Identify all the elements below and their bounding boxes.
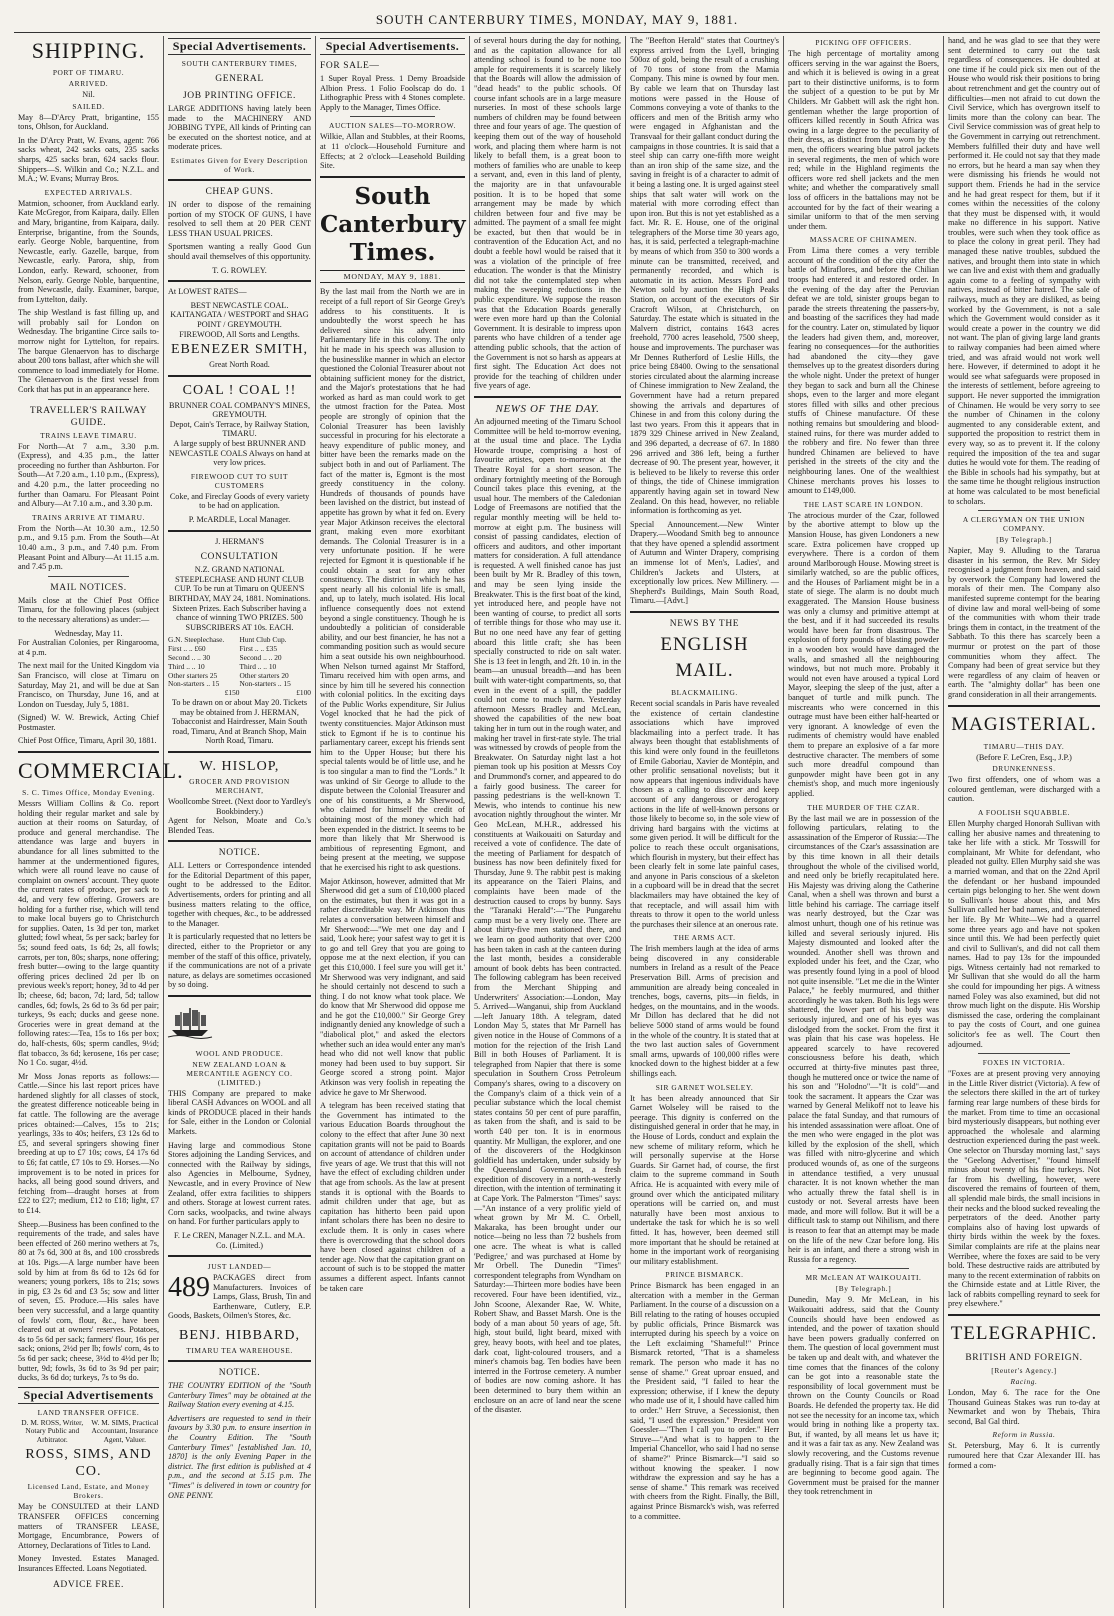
mail-text-3: The next mail for the United Kingdom via San Francisco, will close at Timaru on Saturday, May 21, and will be due at San Francisco, on Thursday, June 16, and at London on Tuesday, July 5, 1881.	[18, 661, 159, 709]
hibbard-name: BENJ. HIBBARD,	[179, 1328, 300, 1344]
special-ads-heading: Special Advertisements	[18, 1387, 159, 1404]
prize-cell: £100	[296, 688, 311, 698]
smith-rates: At LOWEST RATES—	[168, 287, 247, 297]
nameplate: South Canterbury Times.	[320, 182, 466, 266]
ross-right: W. M. SIMS, Practical Accountant, Insurance Agent, Valuer.	[91, 1417, 159, 1444]
wool-text-2: Having large and commodious Stone Stores adjoining the Landing Services, and connected with the Railway by sidings, also Agencies in Melbourne, Sydney, Newcastle, and in every Province of New Zealand, offer extra facilities to shippers and others. Storage at lowest current rates. Corn sacks, woolpacks, and twine always on hand. For further particulars apply to	[168, 1140, 311, 1227]
sct-text: LARGE ADDITIONS having lately been made to the MACHINERY AND JOBBING TYPE, All kinds of Printing can be executed on the shortest notice, and at moderate prices.	[168, 104, 311, 152]
commercial-text-3: Sheep.—Business has been confined to the requirements of the trade, and sales have been effected of 260 merino wethers at 7s, 80 at 7s 6d, 300 at 8s, and 100 crossbreds at 10s. Pigs.—A large number have been sold by him at from 8s 6d to 12s 6d for weaners; young porkers, 18s to 21s; sows in pig, £3 2s 6d and £3 5s; sow and litter of seven, £5. Produce.—His sales have been very successful, and a large quantity of fowls' corn, flour, &c., have been cleared out at owners' reserves. Potatoes, 4s to 5s 6d per sack; farmers' flour, 16s per sack; onions, 2½d per lb; fowls' corn, 4s to 5s 6d per sack; cheese, 3½d to 4½d per lb; butter, 9d; fowls, 3s 6d to 3s 9d per pair; ducks, 3s 6d do; turkeys, 7s to 9s do.	[18, 1219, 159, 1383]
col5-text: The "Beefton Herald" states that Courtney's express arrived from the Lyell, bringing 500oz of gold, being the result of a crushing of 70 tons of stone from the Mamia Company. This mine is owned by four men. By cable we learn that on Thursday last motions were passed in the House of Commons conveying a vote of thanks to the officers and men of the British army who were engaged in Afghanistan and the Transvaal for their gallant conduct during the campaigns in those countries. It is said that a steel ship can carry one-fifth more weight than an iron ship of the same size, and the saving in freight is of a character to admit of it being a lasting one. It is urged against steel ships that salt water will work on the material with more corroding effect than upon iron. But this is not yet established as a fact. Mr. R. E. House, one of the original telegraphers of the Morse time 30 years ago, has, it is said, perfected a telegraph-machine by means of which from 350 to 300 words a minute can be transmitted, received, and permanently recorded, and which is automatic in its action. Messrs Ford and Newton sold by auction the High Peaks Station, on account of the executors of Sir Cracroft Wilson, at Christchurch, on Saturday. The estate which is situated in the Malvern district, contains 1643 acres freehold, 7700 acres leasehold, 7500 sheep, house and improvements. The purchaser was Mr Dennes Rutherford of Leslie Hills, the price being £8400. Owing to the sensational stories circulated about the alarming increase of Chinese immigration to New Zealand, the Government have had a return prepared showing the arrivals and departures of Chinese in and from this colony during the last two years. From this it appears that in 1879 329 Chinese arrived in New Zealand, and 396 departed, a decrease of 67. In 1880 296 arrived and 386 left, being a further decrease of 90. The present year, however, it is believed to be likely to reverse this order of things, the tide of Chinese immigration apparently having again set in toward New Zealand. On this head, however, no reliable information is forthcoming as yet.	[630, 36, 779, 516]
pick-heading: PICKING OFF OFFICERS.	[815, 38, 912, 47]
column-5	[626, 36, 784, 1608]
divider	[168, 280, 311, 282]
smith-name: EBENEZER SMITH,	[170, 342, 309, 358]
divider	[168, 179, 311, 181]
notice-text-2: It is particularly requested that no letters be directed, either to the Proprietor or any member of the staff of this office, privately, if the communications are not of a private nature, as delays are sometimes occasioned by so doing.	[168, 932, 311, 990]
mail-date: Wednesday, May 11.	[54, 628, 123, 638]
guns-text-2: Sportsmen wanting a really Good Gun should avail themselves of this opportunity.	[168, 242, 311, 261]
prize-cell: Other starters 20	[239, 670, 289, 680]
prize-cell: Other starters 25	[168, 670, 218, 680]
hibbard-address: TIMARU TEA WAREHOUSE.	[186, 1346, 293, 1356]
column-2	[164, 36, 316, 1608]
mail-text-2: For Australian Colonies, per Ringarooma, at 4 p.m.	[18, 638, 159, 657]
hislop-name: W. HISLOP,	[199, 758, 280, 774]
sct-office: JOB PRINTING OFFICE.	[182, 91, 297, 101]
drunkenness-heading: DRUNKENNESS.	[992, 764, 1056, 774]
hislop-address: Woollcombe Street. (Next door to Yardley's Bookbindery.)	[168, 796, 311, 816]
notice-heading: NOTICE.	[218, 848, 261, 859]
sct-estimates: Estimates Given for Every Description of Work.	[170, 155, 309, 174]
sailed-heading: SAILED.	[72, 101, 105, 111]
country-notice-text: THE COUNTRY EDITION of the "South Canterbury Times" may be obtained at the Railway Station every evening at 4.15.	[168, 1381, 311, 1410]
prize-cell: Second .. .. 20	[239, 652, 282, 662]
divider	[48, 576, 129, 577]
mail-signature: (Signed) W. W. Brewick, Acting Chief Postmaster.	[18, 713, 159, 732]
guns-heading: CHEAP GUNS.	[205, 186, 274, 197]
landed-heading: JUST LANDED—	[207, 1262, 272, 1272]
hislop-agent: Agent for Nelson, Moate and Co.'s Blended Teas.	[168, 816, 311, 835]
sailed-text: May 8—D'Arcy Pratt, brigantine, 155 tons, Ohlson, for Auckland.	[18, 112, 159, 132]
prize-cell: Non-starters .. 15	[168, 679, 220, 689]
divider	[168, 840, 311, 842]
divider	[168, 1255, 311, 1257]
ross-left: D. M. ROSS, Writer, Notary Public and Arbitrator.	[21, 1417, 84, 1444]
foxes-text: "Foxes are at present proving very annoying in the Little River district (Victoria). A few of the selectors there skilled in the art of turkey farming rear large numbers of these birds for the market. From time to time an occasional bird mysteriously disappears, but nothing ever approached the wholesale and alarming destruction experienced during the past week. One selector on Thursday morning last," says the "Geelong Advertiser," "found himself minus about twenty of his fine turkeys. Not far from his dwelling, however, were discovered the remains of fourteen of them, all splendid male birds, the small incisions in their necks and the blood sucked revealing the perpetrators of the deed. Another party complains also of having lost upwards of thirty birds within the week by the foxes. Similar complaints are rife at the plains near Werribee, where the foxes are said to be very bold. These destructive raids are attributed by many to the recent extermination of rabbits on the Chirnside estate and at Little River, the lack of rabbits compelling reynard to seek for prey elsewhere."	[948, 1069, 1100, 1309]
leader-text: By the last mail from the North we are in receipt of a full report of Sir George Grey's address to his constituents. It is undoubtedly the worst speech he has delivered since his advent into Parliamentary life in this colony. The only hit he made in his speech was allusion to the businesslike manner in which an elector questioned the Colonial Treasurer about not obtaining sufficient money for the district, and the Major's protestations that he had worked as hard as man could work to get the utmost fraction for the Patea. Most people are strongly of opinion that the Colonial Treasurer has been lavishly successful in procuring for his electorate a heavy expenditure of public money, and bitter have been the remarks made on the subject both in and out of Parliament. The fact of the matter is, Egmont is the most greedy constituency in the colony. Hundreds of thousands of pounds have been lavished on the district, but instead of appetite has grown by what it fed on. Every year Major Atkinson receives the electoral grant, making even more exorbitant demands. The Colonial Treasurer is in a very unfortunate position. If he were rejected for Egmont it is questionable if he could obtain a seat for any other constituency. The district in which he has spent nearly all his colonial life is small, and, up to lately, much isolated. His local influence consequently does not extend beyond a single constituency. Though he is undoubtedly a politician of considerable ability, and our best financier, he has not a commanding position such as would secure him a seat outside his own neighbourhood. When Nelson turned against Mr Stafford, Timaru received him with open arms, and since by him till he severed his connection with colonial politics. In the exciting days of the Public Works expenditure, Sir Julius Vogel knocked that he had the pick of twenty constituencies. Major Atkinson must stick to Egmont if he is to continue his parliamentary career, except his friends sent him to the Upper House; but there his special talents would be of little use, and he is too singular a man to find the "Lords." It was unkind of Sir George to allude to the dispute between the Colonial Treasurer and one of his constituents, a Mr Sherwood, who claimed for himself the credit of obtaining most of the money which had been expended in the district. It seems to be more than likely that Mr Sherwood is ambitious of representing Egmont, and being present at the meeting, we suppose that he exercised his right to ask questions.	[320, 287, 465, 872]
dateline: MONDAY, MAY 9, 1881.	[320, 270, 465, 284]
divider	[978, 510, 1070, 511]
racing-text: London, May 6. The race for the One Thousand Guineas Stakes was run to-day at Newmarket and won by Thebais, Thira second, Bal Gal third.	[948, 1388, 1100, 1426]
special-announcement: Special Announcement.—New Winter Drapery.—Woodand Smith beg to announce that they have opened a splendid assortment of Autumn and Winter Drapery, comprising an immense lot of Men's, Ladies', and Children's Jackets and Ulsters, at exceptionally low prices. New Millinery. —Shepherd's Buildings, Main South Road, Timaru.—[Advt.]	[630, 519, 779, 606]
prize-cell: First .. .. £35	[239, 644, 278, 654]
coal-depot: Depot, Cain's Terrace, by Railway Station, TIMARU.	[169, 419, 310, 439]
coal-signature: P. McARDLE, Local Manager.	[188, 515, 291, 525]
divider	[320, 176, 465, 178]
masthead-rule	[14, 32, 1100, 33]
mail-signature-2: Chief Post Office, Timaru, April 30, 1881.	[18, 736, 157, 746]
prize-cell: Third .. .. 10	[168, 661, 205, 671]
country-notice-text-2: Advertisers are requested to send in their favours by 3.30 p.m. to ensure insertion in the Country Edition. The "South Canterbury Times" [established Jan. 10, 1870] is the only Evening Paper in the district. The first edition is published at 4 p.m., and the second at 5.15 p.m. The "Times" is delivered in town or country for ONE PENNY.	[168, 1413, 311, 1500]
telegram-text: A telegram has been received stating that the Government has intimated to the various Education Boards throughout the colony to the effect that after June 30 next capitation grants will not be paid to Boards on account of attendance of children under five years of age. We trust that this will not have the effect of excluding children under that age from schools. As the law at present stands it is optional with the Boards to admit children under that age, but as capitation has hitherto been paid upon infant scholars there has been no desire to exclude them. It is only in cases where there is overcrowding that the school doors have been closed against children of a tender age. Now that the capitation grant on account of such is to be stopped the matter assumes a different aspect. Infants cannot be taken care	[320, 1101, 465, 1293]
landed-number: 489	[168, 1272, 210, 1304]
sct-head: SOUTH CANTERBURY TIMES,	[181, 59, 298, 68]
massacre-text: From Lima there comes a very terrible account of the condition of the city after the battle of Miraflores, and before the Chilian troops had entered it and restored order. In the evening of the day after the Peruvian defeat we are told, sinister groups began to parade the streets threatening the passers-by, and boasting of the sacrifices they had made for the country. Later on, stimulated by liquor the leaders had given them, and, moreover, fearing no consequences—for the authorities had abandoned the city—they gave themselves up to the greatest disorders during the whole night. Under the pretext of hunger they began to sack and burn all the Chinese shops, even to the larger and more elegant stores filled with silks and other precious stuffs of Chinese manufacture. Of these nothing remains but smouldering and blood-stained ruins, for there was murder added to the robbery and fire. No fewer than three hundred Chinamen are believed to have perished in the streets of the city and the neighbouring lanes. One of the wealthiest Chinese merchants proves his losses to amount to £149,000.	[788, 246, 939, 496]
ross-sims-partners	[18, 1419, 159, 1445]
racing-heading: Racing.	[1010, 1377, 1038, 1387]
leader-continued: of several hours during the day for nothing, and as the capitation allowance for all attending school is found to be none too ample for requirements it is scarcely likely that the Boards will allow the admission of "dead heads" to the public schools. Of course infant schools are in a large measure nurseries. In most of these schools large numbers of children may be found between three and four years of age. The question of keeping them out of the way of household work, and placing them where harm is not likely to befall them, is a great boon to mothers of families who are unable to keep a servant, and, even in this land of plenty, the majority are in that unfavourable position. It is to be hoped that some arrangement may be made by which children between four and five may be admitted. The payment of a small fee might be exacted, but then that would be in contravention of the Education Act, and no doubt a feeble howl would be raised that it was a violation of the principle of free education. The wonder is that the Ministry did not take the contemplated step when making the sweeping reductions in the public expenditure. We suppose the reason was that the Education Boards generally were even more hard up than the Colonial Government. It is desirable to impress upon parents who have children of a tender age attending public schools, that the action of the Government is not so harsh as appears at first sight. The Education Act does not provide for the teaching of children under five years of age.	[474, 36, 621, 391]
magisterial-heading: MAGISTERIAL.	[951, 713, 1097, 735]
divider	[948, 1314, 1100, 1316]
divider	[818, 1268, 909, 1269]
divider	[978, 1053, 1070, 1054]
consult-heading: CONSULTATION	[200, 552, 279, 563]
divider	[168, 995, 311, 997]
commercial-text: Messrs William Collins & Co. report holding their regular market and sale by auction at their rooms on Saturday, of produce and general merchandise. The attendance was large and buyers in abundance for all lines submitted to the hammer at the undermentioned figures, which were all round leave no cause of complaint on owners' account. They quote the current rates of produce, per sack to 4d, and very few offering. Growers are holding for a further rise, which will tend to make local buyers go to Christchurch for supplies. Oaten, 1s 3d per ton, market glutted; fowl wheat, 5s per sack; barley for 5s; sound feed oats, 1s 6d; 2s, all fowls; carrots, per ton, 80s; sharps, none offering; fresh butter—owing to the large quantity offering prices declined 2d per lb on previous week's report; honey, 3d to 4d per lb; cheese, 6d; bacon, 7d; lard, 5d; tallow candles, 6d; fowls, 2s 6d to 3s 6d per pair; turkeys, 9s each; ducks and geese none. Groceries were in great demand at the following rates:—Tea, 15s to 16s per box; do, half-chests, 60s; sperm candles, 9½d; flat tobacco, 3s 6d; kerosene, 16s per case; No 1 Co. sugar, 4½d.	[18, 799, 160, 1068]
divider	[168, 751, 311, 753]
ross-advice-free: ADVICE FREE.	[52, 1579, 125, 1590]
bismarck-text: Prince Bismarck has been engaged in an altercation with a member in the German Parliament. In the course of a discussion on a Bill relating to the rating of houses occupied by public officials, Prince Bismarck was interrupted during his speech by a voice on the Left exclaiming "Shameful!" Prince Bismarck retorted, "That is a shameless remark. The person who made it has no sense of shame." Great uproar ensued, and the President said, "I failed to hear the expression; otherwise, if I knew the deputy who made use of it, I should have called him to order." Herr Struve, a Secessionist, then said, "I used the expression." President von Goessler—"Then I call you to order." Herr Struve—"And what is to happen to the Imperial Chancellor, who said I had no sense of shame?" Prince Bismarck—"I said so without knowing the speaker. I now withdraw the expression and say he has a sense of shame." This remark was received with cheers from the Right. Finally, the Bill, against Prince Bismarck's wish, was referred to a committee.	[630, 1281, 779, 1521]
divider	[948, 705, 1100, 707]
ross-firm: ROSS, SIMS, AND CO.	[25, 1447, 152, 1480]
czar-heading: THE MURDER OF THE CZAR.	[807, 802, 920, 812]
exports-text: In the D'Arcy Pratt, W. Evans, agent: 766 sacks wheat, 242 sacks oats, 235 sacks sharps, 425 sacks bran, 624 sacks flour. Shippers—S. Wilkin and Co.; N.Z.L. and M.A.; W. Evans; Murray Bros.	[18, 135, 159, 184]
landed-text: PACKAGES direct from Manufacturers. Invoices of Lamps, Glass, Brush, Tin and Earthenware, Cutlery, E.P. Goods, Baskets, Oilmen's Stores, &c.	[168, 1273, 311, 1321]
port-heading: PORT OF TIMARU.	[52, 68, 125, 77]
arrived-text: Nil.	[82, 90, 95, 99]
drunkenness-text: Two first offenders, one of whom was a coloured gentleman, were discharged with a caution.	[948, 775, 1100, 804]
trains-leave-text: For North—At 7 a.m., 3.30 p.m. (Express), and 4.35 p.m., the latter proceeding no further than Ashburton. For South—At 7.20 a.m., 1.10 p.m., (Express), and 4.20 p.m., the latter proceeding no further than Oamaru. For Pleasant Point and Albury—At 7.10 a.m., and 3.30 p.m.	[18, 441, 159, 509]
czar-text: By the last mail we are in possession of the following particulars, relating to the assassination of the Emperor of Russia:—The circumstances of the Czar's assassination are by this time known in all their details throughout the whole of the civilised world, and need only be briefly recapitulated here. His Majesty was driving along the Catherine Canal, when a shell was thrown and burst a little behind his carriage. The carriage itself was nearly destroyed, but the Czar was almost unhurt, though one of his retinue was killed and several seriously injured. His Majesty dismounted and looked after the wounded. Another shell was thrown and exploded under his feet, and the Czar, who was presently found lying in a pool of blood not quite insensible. "Let me die in the Winter Palace," he feebly murmured, and thither accordingly he was taken. Both his legs were shattered, the lower part of his body was seriously injured, and one of his eyes was dislodged from the socket. From the first it was plain that his case was hopeless. He appeared scarcely to have recovered consciousness before his death, which occurred at thirty-five minutes past three, though he muttered once or twice the name of his son and "Holodno"—"It is cold"—and took the sacrament. It appears the Czar was warned by General Melikoff not to leave his palace the fatal Sunday, and that rumours of his intended assassination were afloat. One of the men who were engaged in the plot was killed by the explosion of the shell, which was filled with nitro-glycerine and which produced wounds of, as one of the surgeons in attendance testified, a very unusual character. It is not known whether the man who actually threw the fatal shell is in custody or not. Several arrests have been made, and more will follow. But it will be a difficult task to stamp out Nihilism, and there is reason to fear that an attempt may be made on the life of the new Czar before long. His heir is an infant, and there a strong wish in Russia for a regency.	[788, 813, 939, 1264]
sct-general: GENERAL	[215, 74, 264, 84]
guns-signature: T. G. ROWLEY.	[212, 265, 267, 275]
columns	[14, 36, 1104, 1608]
divider	[474, 396, 621, 398]
smith-firewood: FIREWOOD, All Sorts and Lengths.	[179, 329, 300, 339]
consult-name: J. HERMAN'S	[215, 536, 264, 546]
auction-text: Wilkie, Allan and Stubbles, at their Rooms, at 11 o'clock—Household Furniture and Effects; at 2 o'clock—Leasehold Building Site.	[320, 132, 465, 171]
wolseley-text: It has been already announced that Sir Garnet Wolseley will be raised to the peerage. This dignity is conferred on the distinguished general in order that he may, in the House of Lords, conduct and explain the new scheme of military reform, which he will personally supervise at the Horse Guards. Sir Garnet had, of course, the first claim to the supreme command in South Africa. He is acquainted with every mile of ground over which the anticipated military operations will be carried on, and must naturally have been most anxious to undertake the task for which he is so well fitted. It has, however, been deemed still more important that he should be retained at home in the important work of reorganising our military establishment.	[630, 1093, 779, 1266]
guns-text: IN order to dispose of the remaining portion of my STOCK OF GUNS, I have resolved to sell them at 20 PER CENT LESS THAN USUAL PRICES.	[168, 199, 311, 238]
special-ads-heading: Special Advertisements.	[320, 38, 465, 55]
news-by-heading: NEWS BY THE	[669, 619, 740, 630]
coal-text: A large supply of best BRUNNER AND NEWCASTLE COALS Always on hand at very low prices.	[168, 439, 311, 468]
prize-cell: Second .. .. 30	[168, 652, 211, 662]
forsale-items: 1 Super Royal Press. 1 Demy Broadside Albion Press. 1 Folio Foolscap do do. 1 Lithographic Press with 4 Stones complete. Apply to the Manager, Times Office.	[320, 74, 465, 112]
news-text: An adjourned meeting of the Timaru School Committee will be held to-morrow evening, at the usual time and place. The Lydia Howarde troupe, comprising a host of favourite artistes, open to-morrow at the Theatre Royal for a short season. The ordinary fortnightly meeting of the Borough Council takes place this evening, at the usual hour. The members of the Caledonian Lodge of Freemasons are notified that the regular monthly meeting will be held to-morrow at eight p.m. The business will consist of passing candidates, election of officers and auditors, and other important matters for consideration. A full attendance is requested. A well finished canoe has just been built by Mr R. Bradley of this town, and may be seen lying inside the Breakwater. This is the first boat of the kind, yet introduced here, and people have not been wanting of course, to predict all sorts of terrible things for those who may use it. But no one need have any fear of getting aboard this little craft; she has been specially constructed to ride on salt water. She is 13 feet in length, and 2ft. 10 in. in the beam—an unusual breadth—and has been built with water-tight compartments, so, that even in the event of a spill, the paddler could not come to much harm. Yesterday afternoon Messrs Bradley and McLean, showed the capabilities of the new boat taking her in turn out in the rough water, and making her travel in first-rate style. The trial was witnessed by crowds of people from the Breakwater. On Saturday night last a hot pieman took up his position at Messrs Coy and Drummond's corner, and appeared to do a fairly good business. The career for passing pedestrians is the well-known T. Mewis, who intends to continue his new avocation nightly throughout the winter. Mr Geo McLean, M.H.R., addressed his constituents at Waikouaiti on Saturday and received a vote of confidence. The date of the meeting of Parliament for despatch of business has now been definitely fixed for Thursday, June 9. The rabbit pest is making its appearance on the Taieri Plains, and complaints have been made of the destruction caused to crops by bunny. Says the "Taranaki Herald":—"The Pungarehu camp must be a very lively one. There are about thirty-five men stationed there, and we learn on good authority that over £200 has been taken in cash at the canteen during the last month, besides a considerable amount of book debts has been contracted. The following cablegram has been received from the Merchant Shipping and Underwriters' Association:—London, May 5. Arrived—Wanganui, ship from Auckland—left January 18th. A telegram, dated London May 5, states that Mr Parnell has given notice in the House of Commons of a motion for the rejection of the Irish Land Bill in both Houses of Parliament. It is telegraphed from Napier that there is some speculation in Southern Cross Petroleum Company's shares, owing to a discovery on the Company's claim of a thick vein of a peculiar substance which the local chemist states contains 50 per cent of pure paraffin, as taken from the shaft, and is said to be worth £40 per ton. It is in enormous quantity. Mr Mulligan, the explorer, and one of the discoverers of the Hodgkinson goldfield has undertaken, under subsidy by the Queensland Government, a fresh expedition of discovery in a north-westerly direction, with the intention of terminating it at Cape York. The Palmerston "Times" says:—"An instance of a very prolific yield of wheat grown by Mr M. C. Orbell, Makaraka, has been brought under our notice—being no less than 72 bushels from one acre. The wheat is what is called 'Pedigree,' and was purchased at Home by Mr Orbell. The Dunedin "Times" correspondent telegraphs from Wyndham on Saturday:—Thirteen more bodies have been recovered. Four have been identified, viz., John Scoone, Alexander Rae, W. White, Robert Shaw, and Basset Marsh. One is the body of a man about 50 years of age, 5ft. high, stout build, light beard, mixed with grey, heavy boots, with heel and toe plates, dark coat, light-coloured trousers, and a miner's chamois bag. Ten bodies have been interred in the Fortrose cemetery. A number of bodies are now coming ashore. It has been determined to bury them within an enclosure on an acre of land near the scene of the disaster.	[474, 416, 621, 1415]
bismarck-heading: PRINCE BISMARCK.	[665, 1270, 744, 1280]
expected-heading: EXPECTED ARRIVALS.	[44, 187, 133, 197]
prize-cell: Non-starters .. 15	[239, 679, 291, 689]
wool-text: THIS Company are prepared to make liberal CASH Advances on WOOL and all kinds of PRODUCE placed in their hands for Sale, either in the London or Colonial Markets.	[168, 1088, 311, 1136]
divider	[168, 530, 311, 532]
arrived-heading: ARRIVED.	[68, 79, 109, 88]
scare-heading: THE LAST SCARE IN LONDON.	[803, 499, 924, 509]
divider	[168, 375, 311, 377]
country-notice-heading: NOTICE.	[218, 1368, 261, 1379]
blackmail-heading: BLACKMAILING.	[671, 688, 738, 698]
notice-text: ALL Letters or Correspondence intended for the Editorial Department of this paper, ought to be addressed to the Editor. Advertisements, orders for printing and all business matters relating to the office, together with cheques, &c., to be addressed to the Manager.	[168, 861, 311, 928]
squabble-heading: A FOOLISH SQUABBLE.	[977, 807, 1071, 817]
massacre-heading: MASSACRE OF CHINAMEN.	[809, 235, 918, 245]
reform-heading: Reform in Russia.	[992, 1430, 1056, 1440]
consult-text-2: To be drawn on or about May 20. Tickets may be obtained from J. HERMAN, Tobacconist and Hairdresser, Main South road, Timaru, And at Branch Shop, Main North Road, Timaru.	[171, 697, 308, 746]
blackmail-text: Recent social scandals in Paris have revealed the existence of certain clandestine associations which have improved blackmailing into a perfect trade. It has always been thought that establishments of this kind were only found in the feuilletons of Emile Gaboriau, Xavier de Montépin, and other prolific sensational novelists; but it now appears that ingenious individuals have chosen as a calling to discover and keep account of any dangerous or derogatory actions in the life of well-known persons or those likely to become so, in the sole view of driving hard bargains with the victims at some given period. It will be difficult for the police to reach these occult organisations, which flourish in mystery, but their effect has been clearly felt in some late painful cases, and anyone in Paris conscious of a skeleton in a cupboard will be in dread that the secret blackmailers may have obtained the key of that receptacle, and will assail him with threats to throw it open to the world unless the purchases their silence at an onerous rate.	[630, 699, 779, 929]
consult-prize-table	[168, 636, 311, 698]
trains-leave-heading: TRAINS LEAVE TIMARU.	[40, 430, 137, 440]
commercial-subheading: S. C. Times Office, Monday Evening.	[22, 788, 155, 798]
commercial-heading: COMMERCIAL.	[18, 758, 184, 784]
timaru-day-heading: TIMARU—THIS DAY.	[983, 741, 1065, 751]
wolseley-heading: SIR GARNET WOLSELEY.	[655, 1082, 754, 1092]
railway-heading: TRAVELLER'S RAILWAY GUIDE.	[29, 405, 148, 428]
hislop-trade: GROCER AND PROVISION MERCHANT,	[189, 776, 290, 795]
mclean-byline: [By Telegraph.]	[835, 1284, 892, 1294]
wool-signature: F. Le CREN, Manager N.Z.L. and M.A. Co. (Limited.)	[173, 1230, 305, 1250]
ship-icon	[168, 1006, 212, 1040]
coal-firewood: FIREWOOD CUT TO SUIT CUSTOMERS	[190, 471, 289, 490]
coal-company: BRUNNER COAL COMPANY'S MINES, GREYMOUTH.	[169, 400, 310, 420]
news-heading: NEWS OF THE DAY.	[495, 402, 600, 415]
leader-text-2: Major Atkinson, however, admitted that Mr Sherwood did get a sum of £10,000 placed on the estimates, but then it was got in a rather discreditable way. Mr Atkinson thus relates a conversation between himself and Mr Sherwood:—"We met one day and I said, 'Look here; your safest way to get it is to go and tell Grey that you are going to oppose me at the next election, if you can get this £10,000. I feel sure you will get it.' Mr Sherwood was very indignant, and said he should certainly not descend to such a thing. I do not know what took place. We do know that Mr Sherwood did oppose me and he got the £10,000." Sir George Grey indignantly denied any knowledge of such a "diabolical plot," and asked the electors whether such an idea would enter any man's head who did not well know that public money had been used to buy support. Sir George scored a strong point. Major Atkinson was very foolish in repeating the advice he gave to Mr Sherwood.	[320, 876, 465, 1097]
divider	[18, 751, 159, 753]
landed-block	[168, 1273, 311, 1321]
reuter-byline: [Reuter's Agency.]	[991, 1366, 1057, 1376]
prize-cell: £150	[224, 688, 240, 698]
shipping-heading: SHIPPING.	[31, 38, 146, 63]
foxes-heading: FOXES IN VICTORIA.	[982, 1058, 1066, 1068]
reform-text: St. Petersburg, May 6. It is currently rumoured here that Czar Alexander III. has formed a com-	[948, 1441, 1100, 1470]
consult-text: N.Z. GRAND NATIONAL STEEPLECHASE AND HUNT CLUB CUP. To be run at Timaru on QUEEN'S BIRTHDAY, MAY 24, 1881. Nominations. Sixteen Prizes. Each Subscriber having a chance of winning TWO PRIZES. 500 SUBSCRIBERS AT 10s. EACH.	[168, 565, 311, 632]
arms-text: The Irish members laugh at the idea of arms being discovered in any considerable numbers in Ireland as a result of the Peace Preservation Bill. Arms of precision and ammunition are already being concealed in trenches, bogs, caverns, pits—in fields, in hedges, on the mountains, and in the woods. Mr Dillon has declared that he did not believe 5000 stand of arms would be found in the whole of the country. It is stated that at the two last auction sales of Government small arms, upwards of 100,000 rifles were knocked down to the highest bidder at a few shillings each.	[630, 944, 779, 1078]
column-1	[14, 36, 184, 1608]
trains-arrive-heading: TRAINS ARRIVE AT TIMARU.	[31, 512, 146, 522]
mail-heading: MAIL NOTICES.	[50, 582, 127, 593]
column-6	[784, 36, 944, 1608]
pick-text: The high percentage of mortality among officers serving in the war against the Boers, and which it is believed is owing in a great part to their distinctive uniforms, is to form the subject of a question to be put by Mr Childers. Mr Gabbett will ask the right hon. gentleman whether the large proportion of officers killed recently in South Africa was owing in a large degree to the peculiarity of their dress, as distinct from that worn by the men, the officers wearing blue patrol jackets in several regiments, the men of which wore red; while in the Highland regiments the officers wore red shell jackets and the men white; and whether the comparatively small loss of officers in the battalions may not be accounted for by the fact of their wearing a similar uniform to that of the men serving under them.	[788, 49, 939, 231]
ross-subheading: Licensed Land, Estate, and Money Brokers.	[27, 1482, 150, 1501]
divider	[48, 399, 129, 400]
telegraphic-heading: TELEGRAPHIC.	[950, 1323, 1098, 1345]
trains-arrive-text: From the North—At 10.30 a.m., 12.50 p.m., and 9.15 p.m. From the South—At 10.40 a.m., 3 p.m., and 7.40 p.m. From Pleasant Point and Albury—At 11.15 a.m. and 7.45 p.m.	[18, 523, 159, 572]
english-mail-heading: ENGLISH MAIL.	[660, 634, 749, 682]
wool-company: NEW ZEALAND LOAN & MERCANTILE AGENCY CO. (LIMITED.)	[186, 1059, 293, 1087]
scare-text: The atrocious murder of the Czar, followed by the abortive attempt to blow up the Mansion House, has given Londoners a new scare. Extra policemen have cropped up everywhere. There is a cordon of them around Marlborough House. Mowing street is similarly watched, so are the public offices, and the Houses of Parliament might be in a state of siege. The alarm is no doubt much exaggerated. The Mansion House business was only a clumsy and primitive attempt at the best, and if it had succeeded its results would have been far from disastrous. The explosion of forty pounds of blasting powder in a wooden box would have damaged the walls, and smashed all the neighbouring windows, but not much more. Probably it would not even have aroused a typical Lord Mayor, sleeping the sleep of the just, after a banquet of turtle and milk punch. The miscreants who were concerned in this outrage must have been either half-hearted or very ignorant. A knowledge of even the rudiments of chemistry would have enabled them to prepare an explosive of a far more destructive character. The members of some such more dreadful compound than gunpowder might have been got in any chemist's shop, and much more ingeniously applied.	[788, 510, 939, 798]
mclean-text: Dunedin, May 9. Mr McLean, in his Waikouaiti address, said that the County Councils should have been endowed as intended, and the power of taxation should have been powers gradually conferred on them. The question of local government must be taken up and dealt with, and whatever the time comes that the finances of the colony can be got into a reasonable state the responsibility of local government must be thrown on the County Councils or Road Boards. He defended the property tax. He did not see the necessity for an income tax, which would bring in nothing like a property tax. But, if wanted, by all means let us have it; and it was a fair tax as any. New Zealand was slowly recovering, and the Customs revenue gradually rising. That is a fair sign that times are beginning to become good again. The Government must be praised for the manner they took retrenchment in	[788, 1295, 939, 1497]
squabble-text: Ellen Murphy charged Honorah Sullivan with calling her abusive names and threatening to take her life with a stick. Mr Tosswill for complainant, Mr White for defendant, who pleaded not guilty. Ellen Murphy said she was a married woman, and that on the 22nd April the defendant or her husband impounded certain pigs belonging to her. She went down to Sullivan's house about this, and Mrs Sullivan called her bad names, and threatened her life. By Mr White—We had a quarrel some three years ago and have not spoken since until this. We had been perfectly quiet and civil to Sullivan's, and did not call them names. Had to pay 13s for the impounded pigs. Witness certainly had not remarked to Mr Sullivan that she would do all the harm she could for impounding her pigs. A witness named Foley was also examined, but did not throw much light on the dispute. His Worship dismissed the case, ordering the complainant to pay the costs of Court, and one guinea solicitor's fee as well. The Court then adjourned.	[948, 818, 1100, 1049]
divider	[168, 1360, 311, 1362]
commercial-text-2: Mr Moss Jonas reports as follows:—Cattle.—Since his last report prices have hardened slightly for all classes of stock, the greatest difference noticeable being in fat cattle. The following are the average prices obtained:—Calves, 15s to 21s; yearlings, 33s to 40s; heifers, £3 12s 6d to £5, and several springers showing finer breeding at up to £7 10s; cows, £4 17s 6d to £6; fat cattle, £7 10s to £9. Horses.—No improvement is to be noted in prices for hacks, all being good sound drivers, and fetching from—draught horses at from £22 to £27; medium, £12 to £18; light, £7 to £14.	[18, 1071, 159, 1215]
clergy-heading: A CLERGYMAN ON THE UNION COMPANY.	[962, 515, 1086, 534]
ross-text: May be CONSULTED at their LAND TRANSFER OFFICES concerning matters of TRANSFER LEASE, Mortgage, Encumbrance, Powers of Attorney, Declarations of Titles to Land.	[18, 1502, 159, 1550]
mclean-heading: MR McLEAN AT WAIKOUAITI.	[805, 1273, 922, 1283]
prize-cell: First .. .. £60	[168, 644, 206, 654]
divider	[350, 116, 435, 117]
forsale-heading: FOR SALE—	[320, 61, 380, 71]
expected-text: Matmion, schooner, from Auckland early. Kate McGregor, from Kaipara, daily. Ellen and Mary, brigantine, from Kaipara, daily. Enterprise, brigantine, from the Sounds, early. George Noble, barquentine, from Newcastle, early. Gazelle, barque, from Newcastle, early. Parora, ship, from London, early. Reward, schooner, from Nelson, early. George Noble, barquentine, from Newcastle, daily. Examiner, barque, from Lyttelton, daily.	[18, 198, 159, 304]
col7-text: hand, and he was glad to see that they were sent determined to carry out the task regardless of consequences. He doubted at one time if he could pick six men out of the House who would risk their positions to bring about retrenchment and get the country out of difficulties—men not afraid to cut down the Civil Service, which has overgrown itself to limits more than the colony can bear. The Civil Service commission was of great help to the Government in carrying out retrenchment. Members fulfilled their duty and have well performed it. He could not say that they made no errors, but he heard a man say when they were dismissing his friends he would not support them. Friends he had in the service and he had great respect for them, but if it comes within the necessities of the colony that they must be dispensed with, it would make no difference in his support. Native troubles, were such when they took office as to place the colony in great peril. They had managed these native troubles, subdued the natives, and brought them into state in which we can live and exist with them and gradually again come to a feeling of sympathy with natives, instead of bitter hatred. The sale of railways, much as they are disliked, as being worked by the Government, is not a sale which the Government would consider as it would create a power in the country we did not want. The plan of giving large land grants to railway companies had been aimed where tried, and was afraid would not work well here. However, if determined to adopt it he would see what safeguards were proposed in the interests of settlement, before agreeing to support. He never supported the immigration of Chinamen. He would be very sorry to see the number of Chinamen in the colony augmented to any considerable extent, and supported the proposition to restrict them in every way, so as to prevent it. If the colony required the imposition of the tea and sugar duties he would vote for them. The reading of the Bible in schools had his sympathy, but at the same time he thought religious instruction at home was calculated to be most beneficial to scholars.	[948, 36, 1100, 506]
masthead: SOUTH CANTERBURY TIMES, MONDAY, MAY 9, 1881.	[375, 12, 739, 27]
special-ads-heading: Special Advertisements.	[168, 38, 311, 55]
wool-heading: WOOL AND PRODUCE.	[195, 1048, 284, 1058]
arms-heading: THE ARMS ACT.	[673, 933, 736, 943]
coal-text-2: Coke, and Fireclay Goods of every variety to be had on application.	[169, 491, 310, 511]
prize-cell: Third .. .. 10	[239, 661, 277, 671]
before-line: (Before F. LeCren, Esq., J.P.)	[976, 752, 1072, 762]
smith-coal: BEST NEWCASTLE COAL. KAITANGATA / WESTPORT and SHAG POINT / GREYMOUTH.	[170, 300, 309, 329]
column-3	[316, 36, 470, 1608]
coal-heading: COAL ! COAL !!	[182, 382, 297, 398]
ship-notes: The ship Westland is fast filling up, and will probably sail for London on Wednesday. The brigantine Circe sails to-morrow night for Lyttelton, for repairs. The barque Glenaervon has to discharge about 200 tons ballast, after which she will commence to load immediately for Home. The Glenaervon is the first vessel from Cork that has put in an appearance here.	[18, 308, 159, 395]
divider	[630, 611, 779, 613]
auction-heading: AUCTION SALES—TO-MORROW.	[329, 121, 456, 131]
clergy-text: Napier, May 9. Alluding to the Tararua disaster in his sermon, the Rev. Mr Sidey recognised a judgment from heaven, and said by overwork the Company had lowered the morals of their men. The Company also manifested supreme contempt for the bearing of divine law and moral well-being of some of the communities with whom their trade brings them in contact, in the treatment of the Sabbath. To this there has scarcely been a murmur or protest on the part of those communities whom they affect. The Company had been of great service but they were regardless of any claim of heaven or earth. The "almighty dollar" has been one grand consideration in all their arrangements.	[948, 546, 1100, 699]
land-transfer-heading: LAND TRANSFER OFFICE.	[37, 1407, 140, 1417]
prize-row	[168, 689, 311, 698]
mail-text: Mails close at the Chief Post Office Timaru, for the following places (subject to the necessary alterations) as under:—	[18, 595, 159, 624]
prize-cell: Hunt Club Cup.	[239, 635, 287, 645]
column-4	[470, 36, 626, 1608]
clergy-byline: [By Telegraph.]	[996, 535, 1052, 545]
smith-address: Great North Road.	[209, 360, 270, 370]
prize-cell: G.N. Steeplechase.	[168, 635, 225, 645]
ross-text-2: Money Invested. Estates Managed. Insurances Effected. Loans Negotiated.	[18, 1554, 159, 1574]
column-7	[944, 36, 1104, 1608]
british-foreign-heading: BRITISH AND FOREIGN.	[965, 1353, 1083, 1364]
